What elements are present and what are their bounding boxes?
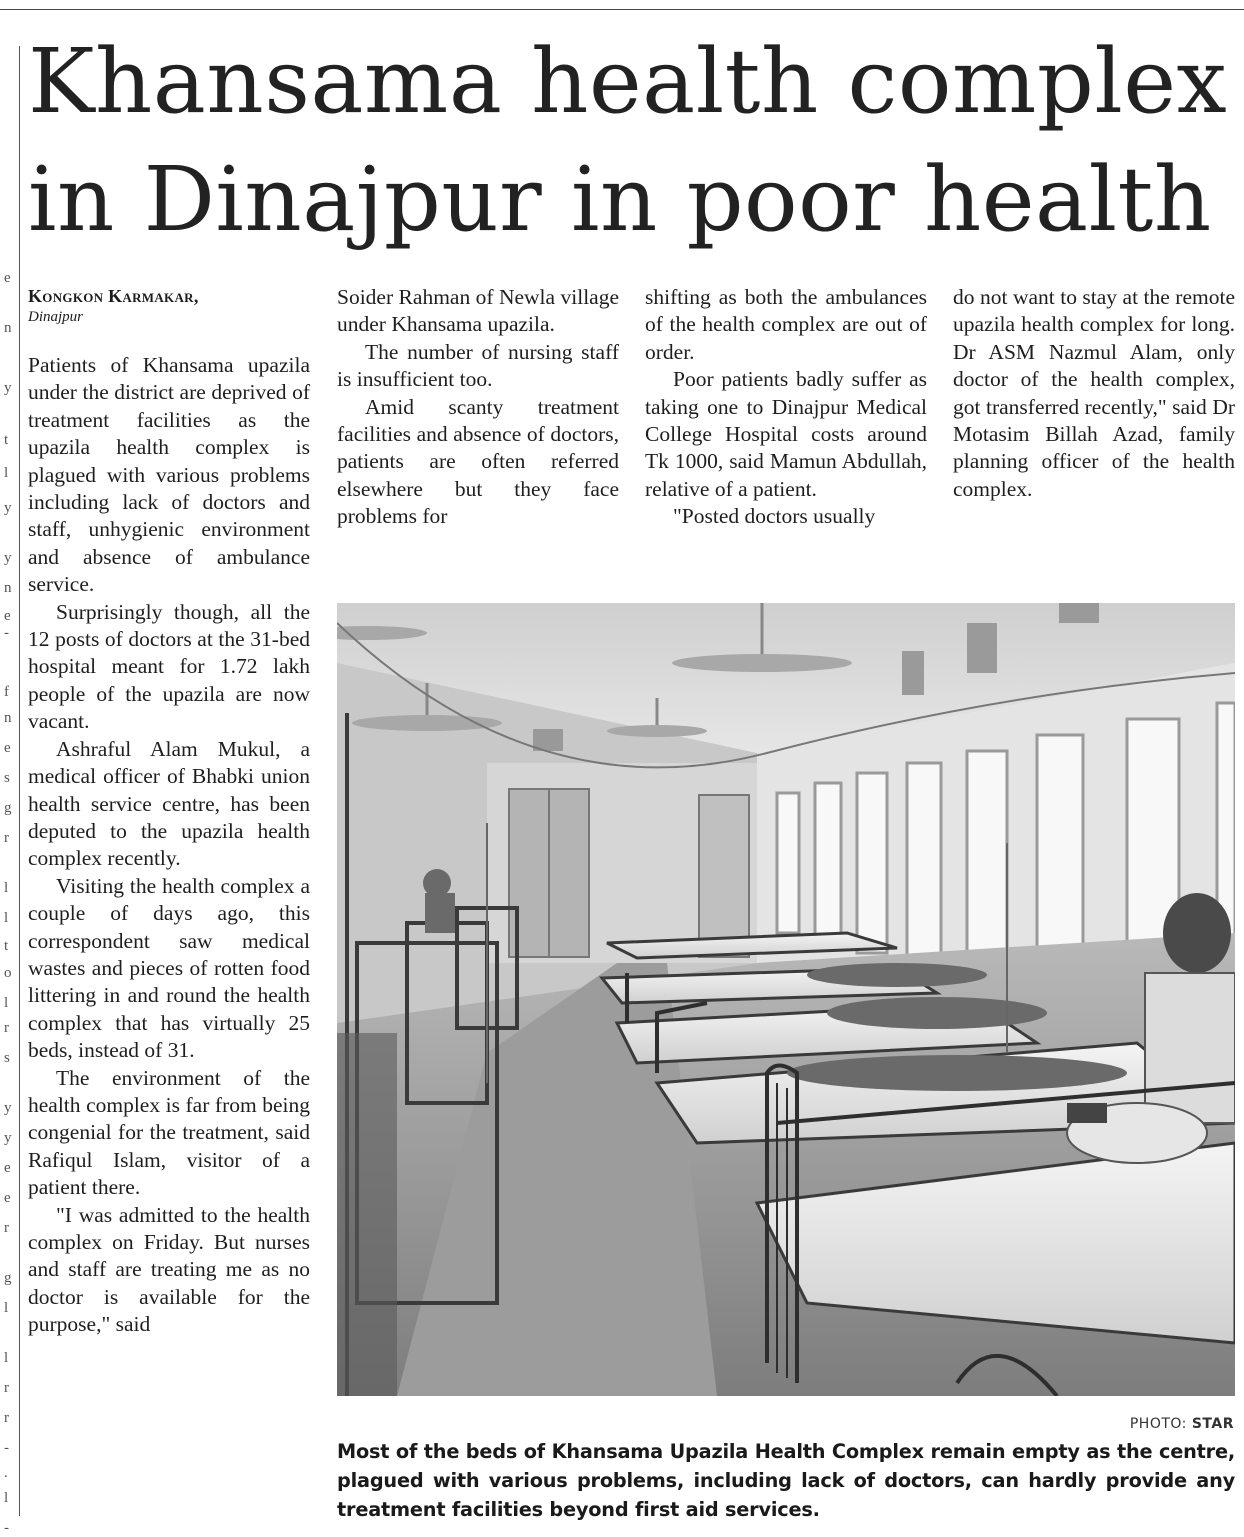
paragraph: The environment of the health complex is far from being congenial for the treatment, said Rafiqul Islam, visitor of a patient there. bbox=[28, 1065, 310, 1200]
column-gutter-rule bbox=[19, 46, 20, 1516]
photo-credit bbox=[1130, 1416, 1234, 1432]
article-column-1 bbox=[28, 352, 310, 1339]
ward-photo bbox=[337, 603, 1235, 1396]
adjacent-article-cutoff: e n y t l y y n e - f n e s g r l l t o l r s y y e e r g l l r r - . l - bbox=[4, 270, 12, 1536]
paragraph: shifting as both the ambulances of the health complex are out of order. bbox=[645, 285, 927, 364]
photo-credit-source: STAR bbox=[1191, 1416, 1234, 1432]
byline bbox=[28, 286, 310, 326]
paragraph: The number of nursing staff is insufficient too. bbox=[337, 339, 619, 392]
paragraph: Visiting the health complex a couple of days ago, this correspondent saw medical wastes and pieces of rotten food littering in and round the health complex that has virtually 25 beds, instead of 31. bbox=[28, 873, 310, 1063]
paragraph: Soider Rahman of Newla village under Khansama upazila. bbox=[337, 285, 619, 337]
article-column-4 bbox=[953, 284, 1235, 503]
paragraph: Surprisingly though, all the 12 posts of doctors at the 31-bed hospital meant for 1.72 lakh people of the upazila are now vacant. bbox=[28, 599, 310, 734]
paragraph: Poor patients badly suffer as taking one to Dinajpur Medical College Hospital costs around Tk 1000, said Mamun Abdullah, relative of a patient. bbox=[645, 367, 927, 501]
photo-caption: Most of the beds of Khansama Upazila Health Complex remain empty as the centre, plagued with various problems, including lack of doctors, can hardly provide any treatment facilities beyond first aid services. bbox=[337, 1440, 1235, 1521]
paragraph: do not want to stay at the remote upazila health complex for long. Dr ASM Nazmul Alam, only doctor of the health complex, got transferred recently," said Dr Motasim Billah Azad, family planning officer of the health complex. bbox=[953, 285, 1235, 501]
headline-line-1: Khansama health complex bbox=[28, 29, 1228, 133]
byline-place: Dinajpur bbox=[28, 309, 84, 325]
article-column-3 bbox=[645, 284, 927, 531]
paragraph: Patients of Khansama upazila under the district are deprived of treatment facilities as the upazila health complex is plagued with various problems including lack of doctors and staff, unhygienic environment and absence of ambulance service. bbox=[28, 353, 310, 597]
headline bbox=[28, 22, 1238, 258]
article-column-2 bbox=[337, 284, 619, 531]
headline-line-2: in Dinajpur in poor health bbox=[28, 147, 1212, 251]
photo-credit-label: PHOTO: bbox=[1129, 1416, 1187, 1432]
byline-author: Kongkon Karmakar, bbox=[28, 286, 199, 306]
paragraph: Ashraful Alam Mukul, a medical officer of Bhabki union health service centre, has been deputed to the upazila health complex recently. bbox=[28, 736, 310, 871]
paragraph: "Posted doctors usually bbox=[673, 504, 876, 529]
paragraph: "I was admitted to the health complex on Friday. But nurses and staff are treating me as no doctor is available for the purpose," said bbox=[28, 1202, 310, 1337]
paragraph: Amid scanty treatment facilities and absence of doctors, patients are often referred elsewhere but they face problems for bbox=[337, 394, 619, 529]
top-rule bbox=[0, 9, 1244, 10]
